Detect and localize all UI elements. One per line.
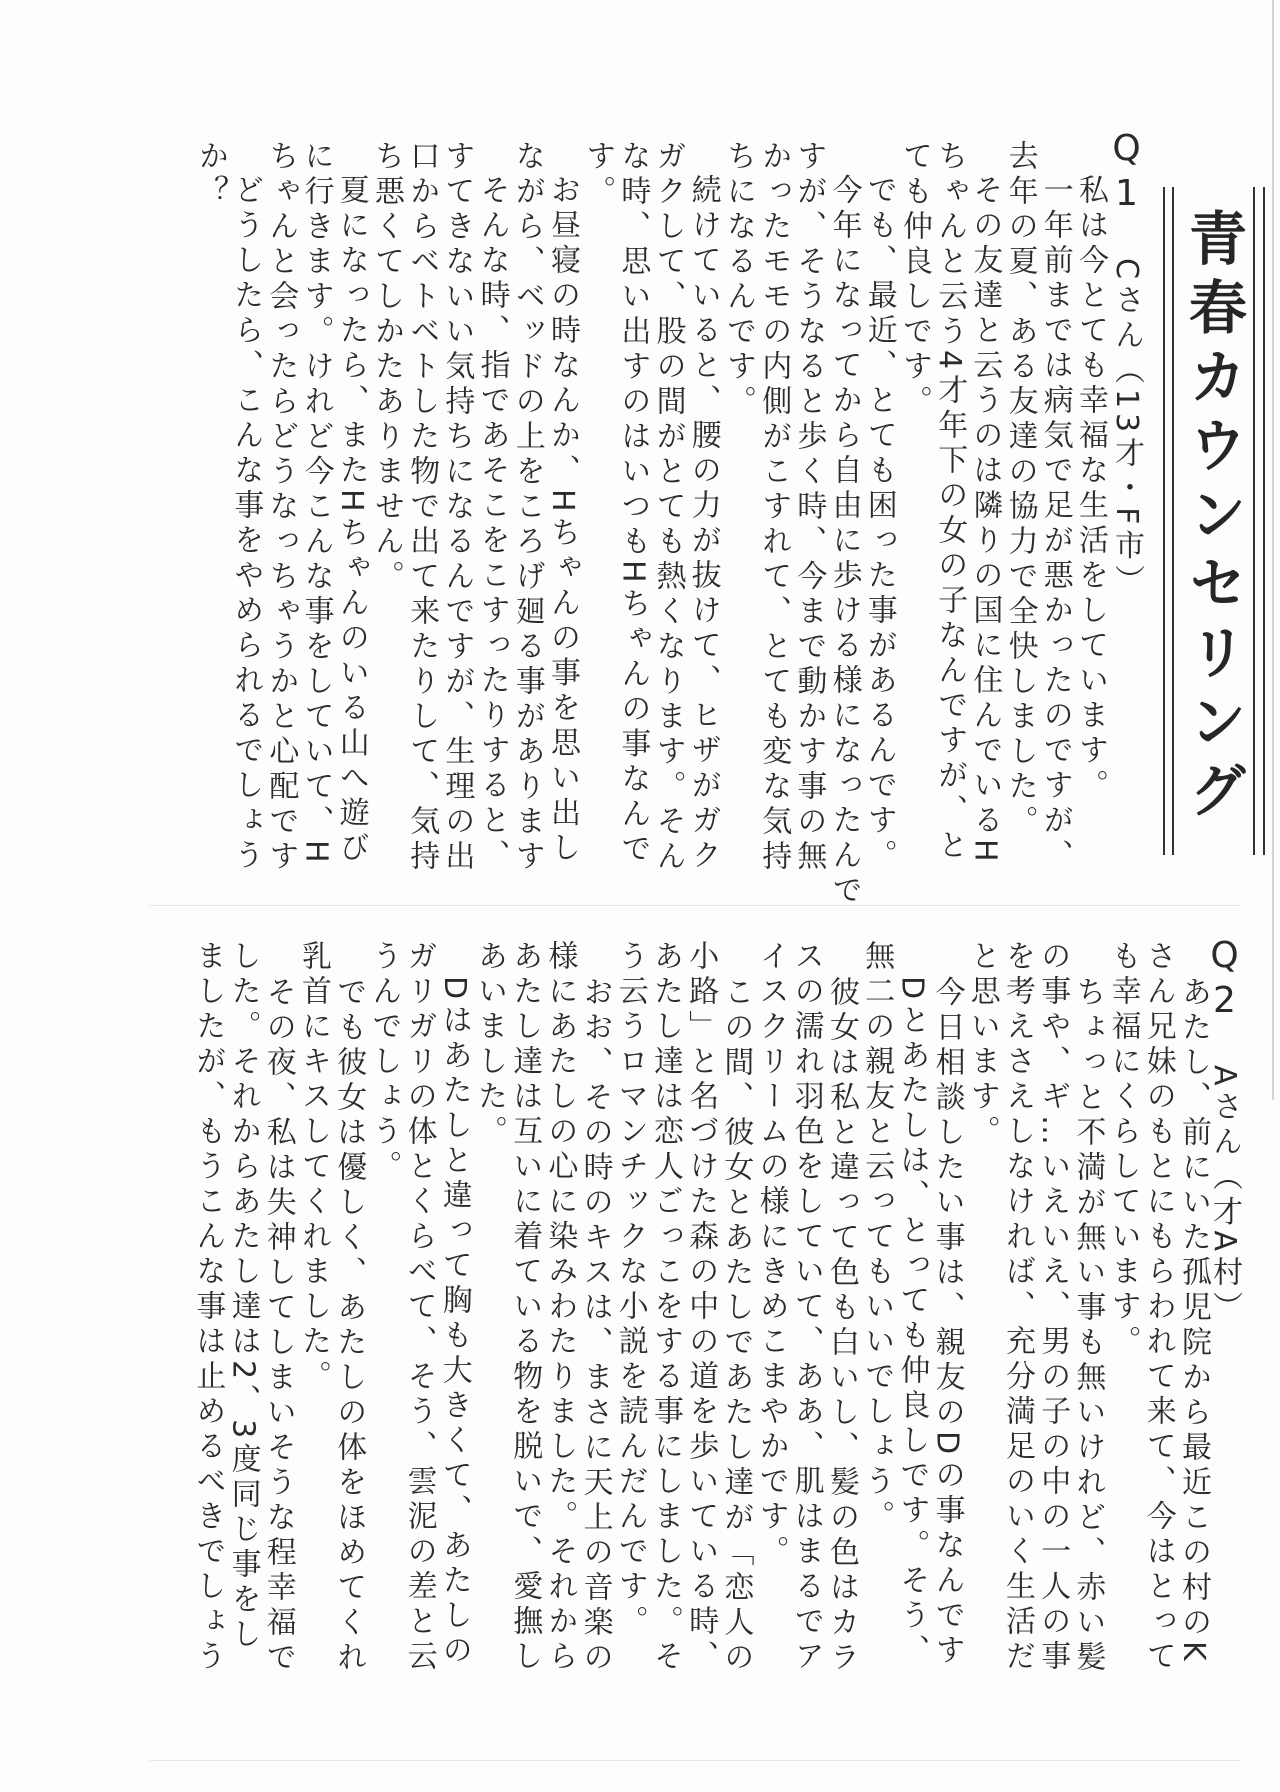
text-column: と思います。 [964,940,1000,1150]
text-column: 去年の夏、ある友達の協力で全快しました。 [1002,140,1038,840]
text-column: ちょっと不満が無い事も無いけれど、赤い髪 [1070,976,1106,1676]
text-column: すが、そうなると歩く時、今まで動かす事の無 [791,140,827,875]
text-column: イスクリームの様にきめこまやかです。 [753,940,789,1570]
question-number: Q1 [1106,128,1147,218]
text-column: 続けていると、腰の力が抜けて、ヒザがガク [685,174,721,874]
text-column: ちになるんです。 [721,140,756,420]
text-column: あたし達は互いに着ている物を脱いで、愛撫し [507,940,543,1675]
text-column: ても仲良しです。 [897,140,932,420]
text-column: 小路」と名づけた森の中の道を歩いている時、 [683,940,719,1675]
text-column: 一年前までは病気で足が悪かったのですが、 [1037,174,1073,874]
text-column: さん兄妹のもとにもらわれて来て、今はとって [1140,940,1176,1675]
text-column: でも、最近、とても困った事があるんです。 [861,174,897,874]
text-column: この間、彼女とあたしであたし達が「恋人の [718,976,754,1676]
text-column: す。 [580,140,616,210]
text-column: かったモモの内側がこすれて、とても変な気持 [756,140,792,875]
text-column: ながら、ベッドの上をころげ廻る事があります [509,140,545,875]
text-column: ちゃんと会ったらどうなっちゃうかと心配です [263,140,299,875]
text-column: に行きます。けれど今こんな事をしていて、H [298,140,334,868]
text-column: 無二の親友と云ってもいいでしょう。 [859,940,895,1535]
text-column: でも彼女は優しく、あたしの体をほめてくれ [331,976,367,1676]
question-asker: Cさん（13才・F市） [1109,258,1144,600]
text-column: ましたが、もうこんな事は止めるべきでしょう [190,940,226,1675]
question-asker: Aさん（才A村） [1207,1065,1242,1327]
text-column: Dとあたしは、とっても仲良しです。そう、 [894,976,930,1670]
text-column: した。それからあたし達は2、3度同じ事をし [225,940,261,1654]
text-column: おお、その時のキスは、まさに天上の音楽の [577,976,613,1676]
page-edge [1272,0,1274,1100]
text-column: その夜、私は失神してしまいそうな程幸福で [260,976,296,1676]
text-column: 乳首にキスしてくれました。 [296,940,331,1395]
text-column: ガリガリの体とくらべて、そう、雲泥の差と云 [401,940,437,1675]
text-column: どうしたら、こんな事をやめられるでしょう [228,174,264,874]
text-column: その友達と云うのは隣りの国に住んでいるH [967,174,1003,867]
text-column: ガクして、股の間がとても熱くなります。そん [650,140,686,875]
text-column: も幸福にくらしています。 [1105,940,1141,1360]
text-column: の事や、ギ…いえいえ、男の子の中の一人の事 [1035,940,1071,1675]
text-column: うんでしょう。 [366,940,402,1185]
question-header [1106,128,1147,600]
text-column: お昼寝の時なんか、Hちゃんの事を思い出し [545,174,580,867]
text-column: う云うロマンチックな小説を読んだんです。 [612,940,648,1640]
text-column: 様にあたしの心に染みわたりました。それから [542,940,578,1675]
text-column: 口からベトベトした物で出て来たりして、気持 [404,140,440,875]
text-column: あいました。 [472,940,507,1150]
text-column: ちゃんと云う4才年下の女の子なんですが、と [932,140,968,865]
text-column: を考えさえしなければ、充分満足のいく生活だ [1000,940,1035,1675]
page-title: 青春カウンセリング [1179,208,1247,829]
text-column: あたし、前にいた孤児院から最近この村のK [1176,976,1211,1666]
question-header [1204,935,1245,1327]
text-column: すてきないい気持ちになるんですが、生理の出 [439,140,475,875]
ruled-line [150,905,1240,906]
text-column: そんな時、指であそこをこすったりすると、 [474,174,510,874]
text-column: 夏になったら、またHちゃんのいる山へ遊び [333,174,369,867]
question-number: Q2 [1204,935,1245,1025]
text-column: スの濡れ羽色をしていて、ああ、肌はまるでア [788,940,824,1675]
text-column: Dはあたしと違って胸も大きくて、あたしの [436,976,472,1670]
text-column: 彼女は私と違って色も白いし、髪の色はカラ [824,976,859,1676]
text-column: か？ [193,140,228,210]
text-column: ち悪くてしかたありません。 [369,140,404,595]
text-column: あたし達は恋人ごっこをする事にしました。そ [648,940,683,1675]
ruled-line [150,1760,1240,1761]
text-column: な時、思い出すのはいつもHちゃんの事なんで [615,140,651,868]
text-column: 今年になってから自由に歩ける様になったんで [826,174,862,909]
text-column: 今日相談したい事は、親友のDの事なんです [929,976,965,1670]
text-column: 私は今とても幸福な生活をしています。 [1073,174,1108,804]
